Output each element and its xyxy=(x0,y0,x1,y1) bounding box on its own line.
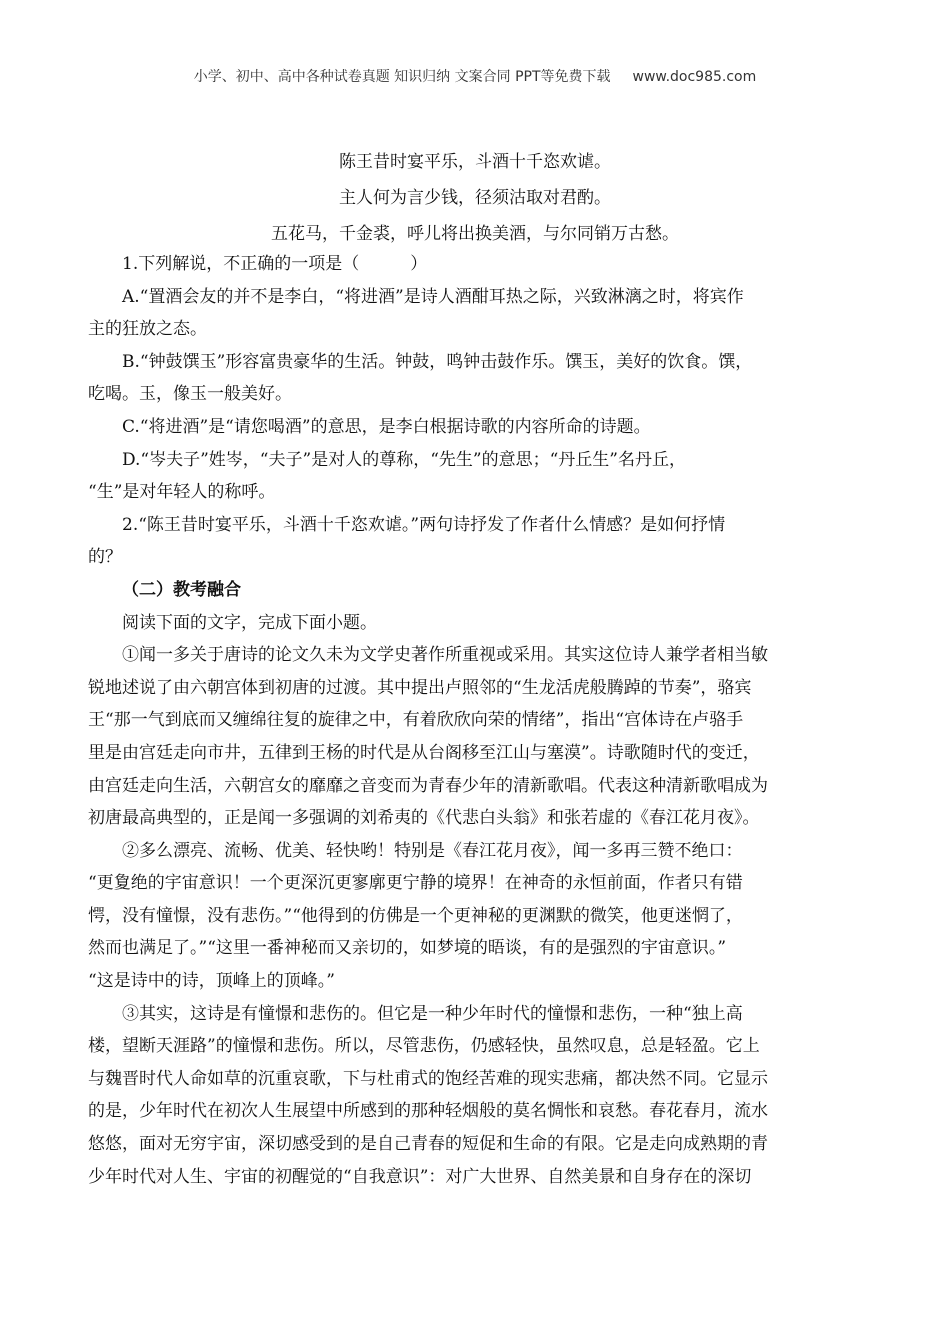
questions-block xyxy=(88,248,864,1193)
section-heading: （二）教考融合 xyxy=(122,579,241,600)
paragraph-line: 楼，望断天涯路”的憧憬和悲伤。所以，尽管悲伤，仍感轻快，虽然叹息，总是轻盈。它上 xyxy=(88,1036,760,1057)
poem-line: 五花马，千金裘，呼儿将出换美酒，与尔同销万古愁。 xyxy=(271,224,679,244)
option-b-cont: 吃喝。玉，像玉一般美好。 xyxy=(88,384,292,405)
question-2: 2.“陈王昔时宴平乐，斗酒十千恣欢谑。”两句诗抒发了作者什么情感？是如何抒情 xyxy=(122,514,726,535)
paragraph-line: 悠悠，面对无穷宇宙，深切感受到的是自己青春的短促和生命的有限。它是走向成熟期的青 xyxy=(88,1134,768,1155)
option-d: D.“岑夫子”姓岑，“夫子”是对人的尊称，“先生”的意思；“丹丘生”名丹丘， xyxy=(122,449,686,470)
poem-line: 主人何为言少钱，径须沽取对君酌。 xyxy=(339,188,611,208)
option-a: A.“置酒会友的并不是李白，“将进酒”是诗人酒酣耳热之际，兴致淋漓之时，将宾作 xyxy=(122,286,744,307)
paragraph-line: ①闻一多关于唐诗的论文久未为文学史著作所重视或采用。其实这位诗人兼学者相当敏 xyxy=(122,645,768,666)
paragraph-line: “这是诗中的诗，顶峰上的顶峰。” xyxy=(88,971,335,992)
paragraph-line: “更夐绝的宇宙意识！一个更深沉更寥廓更宁静的境界！在神奇的永恒前面，作者只有错 xyxy=(88,873,743,894)
option-b: B.“钟鼓馔玉”形容富贵豪华的生活。钟鼓，鸣钟击鼓作乐。馔玉，美好的饮食。馔， xyxy=(122,351,753,372)
question-2-cont: 的？ xyxy=(88,547,122,568)
paragraph-line: 由宫廷走向生活，六朝宫女的靡靡之音变而为青春少年的清新歌唱。代表这种清新歌唱成为 xyxy=(88,775,768,796)
option-a-cont: 主的狂放之态。 xyxy=(88,319,207,340)
poem-line: 陈王昔时宴平乐，斗酒十千恣欢谑。 xyxy=(339,152,611,172)
paragraph-line: 王“那一气到底而又缠绵往复的旋律之中，有着欣欣向荣的情绪”，指出“宫体诗在卢骆手 xyxy=(88,710,744,731)
question-1: 1.下列解说，不正确的一项是（ ） xyxy=(122,254,428,274)
page-header xyxy=(0,66,950,86)
paragraph-line: 与魏晋时代人命如草的沉重哀歌，下与杜甫式的饱经苦难的现实悲痛，都决然不同。它显示 xyxy=(88,1068,768,1089)
poem-block xyxy=(0,144,950,252)
paragraph-line: ③其实，这诗是有憧憬和悲伤的。但它是一种少年时代的憧憬和悲伤，一种“独上高 xyxy=(122,1003,743,1024)
header-text: 小学、初中、高中各种试卷真题 知识归纳 文案合同 PPT等免费下载 xyxy=(193,69,611,85)
paragraph-line: 少年时代对人生、宇宙的初醒觉的“自我意识”：对广大世界、自然美景和自身存在的深切 xyxy=(88,1166,752,1187)
paragraph-line: 里是由宫廷走向市井，五律到王杨的时代是从台阁移至江山与塞漠”。诗歌随时代的变迁， xyxy=(88,742,760,763)
paragraph-line: 初唐最高典型的，正是闻一多强调的刘希夷的《代悲白头翁》和张若虚的《春江花月夜》。 xyxy=(88,808,760,829)
paragraph-line: 然而也满足了。”“这里一番神秘而又亲切的，如梦境的晤谈，有的是强烈的宇宙意识。” xyxy=(88,938,727,959)
paragraph-line: 的是，少年时代在初次人生展望中所感到的那种轻烟般的莫名惆怅和哀愁。春花春月，流水 xyxy=(88,1101,768,1122)
paragraph-line: 锐地述说了由六朝宫体到初唐的过渡。其中提出卢照邻的“生龙活虎般腾踔的节奏”，骆宾 xyxy=(88,677,752,698)
option-c: C.“将进酒”是“请您喝酒”的意思，是李白根据诗歌的内容所命的诗题。 xyxy=(122,416,651,437)
paragraph-line: ②多么漂亮、流畅、优美、轻快哟！特别是《春江花月夜》，闻一多再三赞不绝口： xyxy=(122,840,743,861)
paragraph-line: 愕，没有憧憬，没有悲伤。”“他得到的仿佛是一个更神秘的更渊默的微笑，他更迷惘了， xyxy=(88,905,743,926)
reading-instruction: 阅读下面的文字，完成下面小题。 xyxy=(122,612,377,633)
option-d-cont: “生”是对年轻人的称呼。 xyxy=(88,482,276,503)
header-site-link[interactable]: www.doc985.com xyxy=(632,69,757,85)
